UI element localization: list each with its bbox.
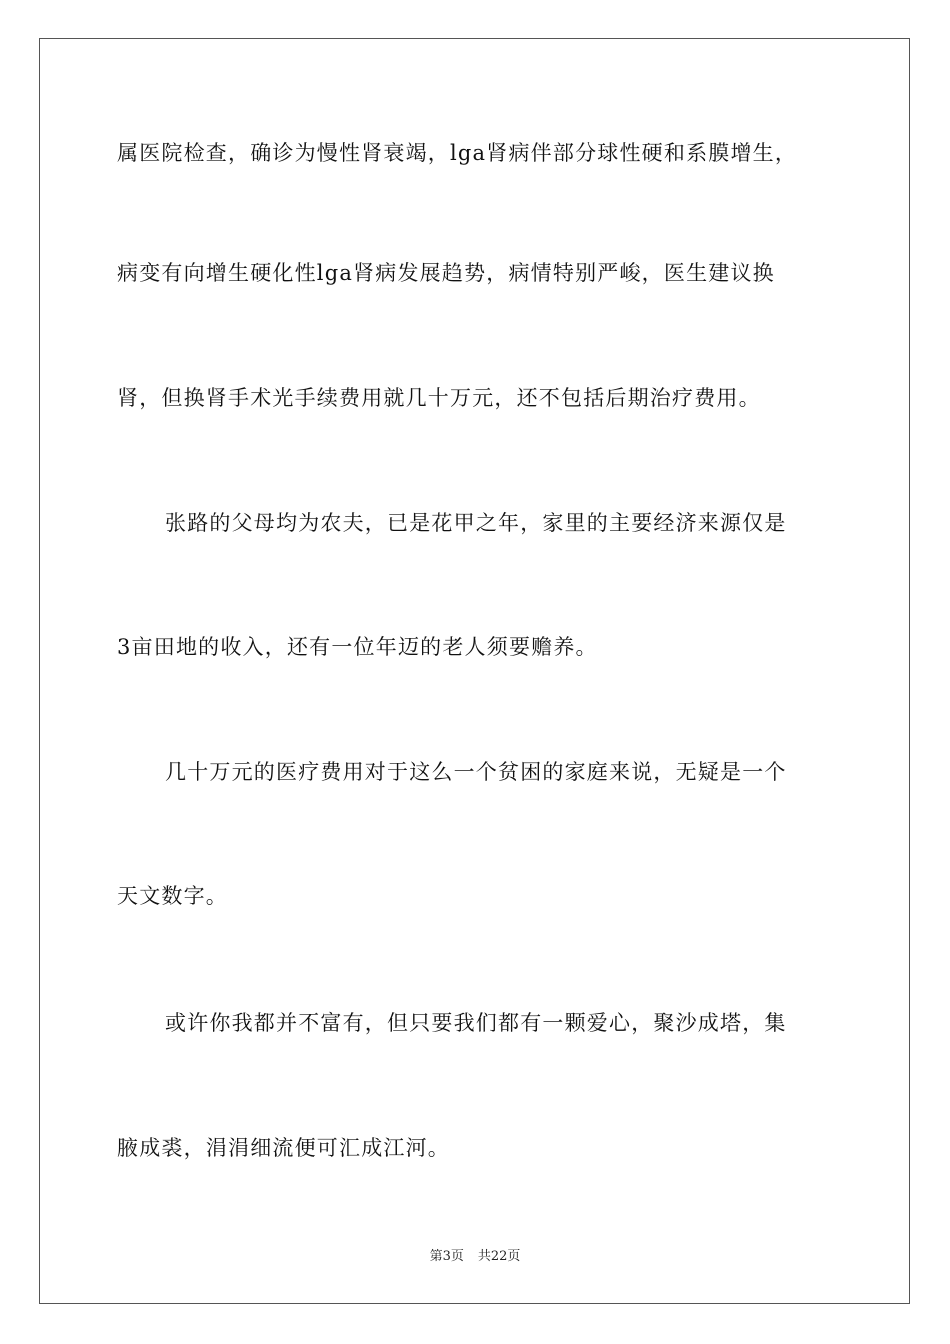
- paragraph-start-line: 张路的父母均为农夫，已是花甲之年，家里的主要经济来源仅是: [165, 511, 787, 535]
- text-line: 肾，但换肾手术光手续费用就几十万元，还不包括后期治疗费用。: [117, 386, 761, 410]
- page-border: [39, 38, 910, 1304]
- text-line: 天文数字。: [117, 884, 228, 908]
- page-footer: [0, 1248, 950, 1266]
- paragraph-start-line: 几十万元的医疗费用对于这么一个贫困的家庭来说，无疑是一个: [165, 760, 787, 784]
- text-line: 腋成裘，涓涓细流便可汇成江河。: [117, 1136, 450, 1160]
- page-total: 共22页: [477, 1249, 521, 1264]
- text-line: 病变有向增生硬化性lga肾病发展趋势，病情特别严峻，医生建议换: [117, 261, 775, 285]
- text-line: 属医院检查，确诊为慢性肾衰竭，lga肾病伴部分球性硬和系膜增生，: [117, 141, 798, 165]
- text-line: 3亩田地的收入，还有一位年迈的老人须要赡养。: [117, 635, 598, 659]
- page-number: 第3页: [429, 1249, 464, 1264]
- paragraph-start-line: 或许你我都并不富有，但只要我们都有一颗爱心，聚沙成塔，集: [165, 1011, 787, 1035]
